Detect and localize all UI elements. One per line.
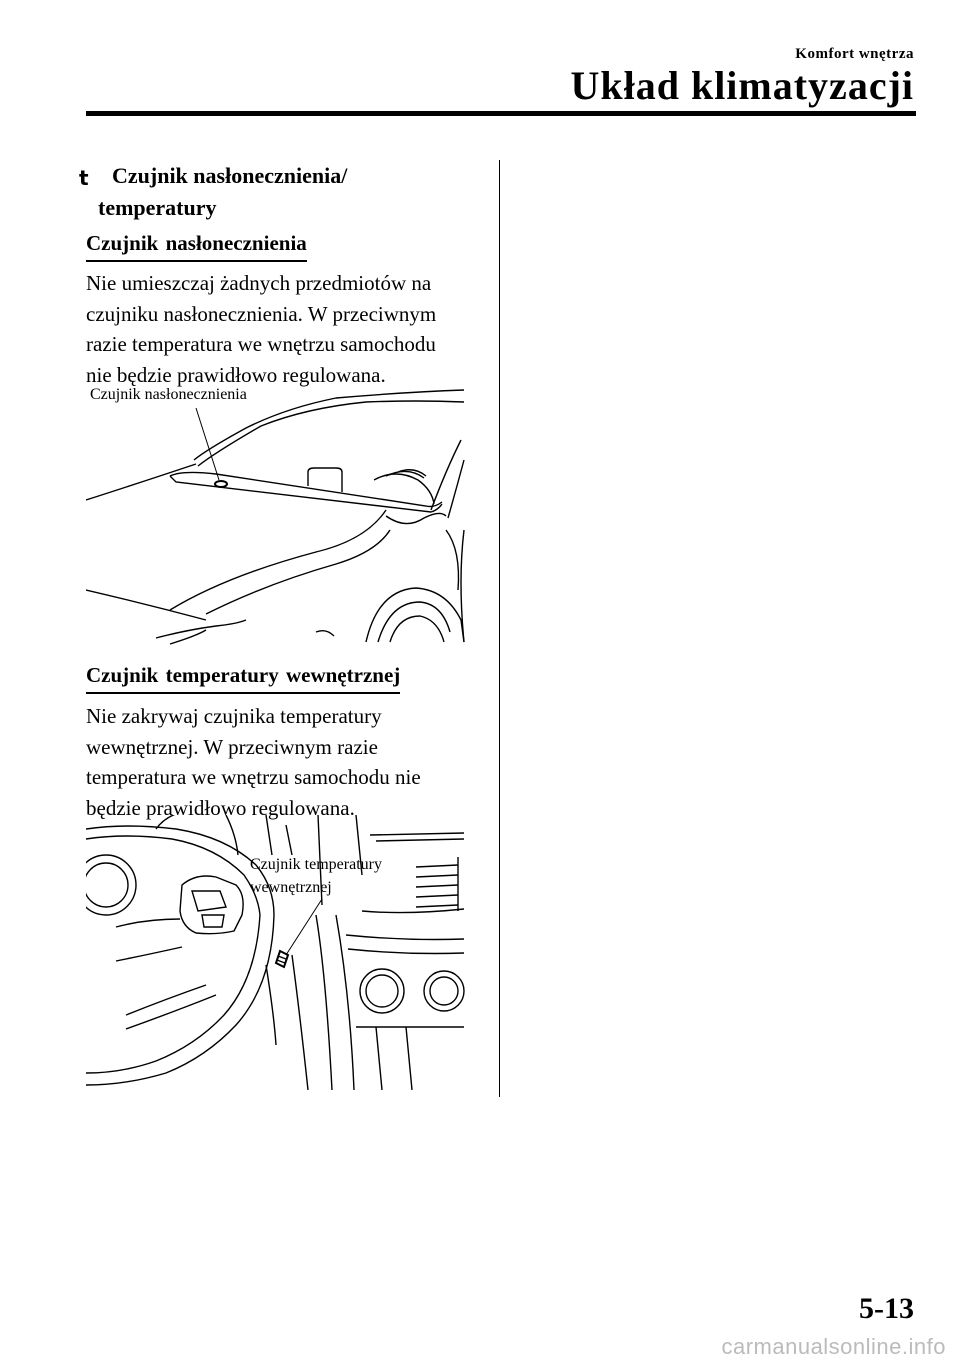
sun-sensor-line: czujniku nasłonecznienia. W przeciwnym [86, 301, 437, 326]
chapter-title: Komfort wnętrza [795, 46, 914, 62]
header-rule [86, 111, 916, 116]
heading-line-2: temperatury [98, 195, 217, 220]
temp-sensor-figure-label-1: Czujnik temperatury [250, 856, 382, 873]
sun-sensor-figure-label: Czujnik nasłonecznienia [90, 386, 247, 403]
temp-sensor-line: temperatura we wnętrzu samochodu nie [86, 765, 421, 789]
section-title: Układ klimatyzacji [570, 63, 914, 108]
sun-sensor-line: nie będzie prawidłowo regulowana. [86, 362, 386, 387]
temp-sensor-figure-label-2: wewnętrznej [250, 879, 332, 896]
section-heading [98, 160, 472, 224]
temp-sensor-line: wewnętrznej. W przeciwnym razie [86, 734, 378, 759]
sun-sensor-subheading: Czujnik nasłonecznienia [86, 230, 307, 262]
sun-sensor-illustration [86, 380, 466, 645]
sun-sensor-line: razie temperatura we wnętrzu samochodu [86, 332, 436, 356]
temp-sensor-subheading: Czujnik temperatury wewnętrznej [86, 662, 400, 694]
heading-line-1: Czujnik nasłonecznienia/ [112, 163, 348, 188]
watermark-link[interactable]: carmanualsonline.info [721, 1334, 946, 1359]
temp-sensor-illustration [86, 815, 466, 1090]
page-number: 5-13 [859, 1292, 914, 1325]
car-windshield-drawing [86, 390, 464, 644]
temp-sensor-line: będzie prawidłowo regulowana. [86, 795, 355, 820]
sun-sensor-line: Nie umieszczaj żadnych przedmiotów na [86, 271, 432, 295]
temp-sensor-paragraph [86, 701, 486, 823]
bullet-marker: t [79, 166, 89, 190]
temp-sensor-line: Nie zakrywaj czujnika temperatury [86, 704, 382, 728]
sun-sensor-paragraph [86, 268, 486, 390]
column-divider [499, 160, 500, 1097]
